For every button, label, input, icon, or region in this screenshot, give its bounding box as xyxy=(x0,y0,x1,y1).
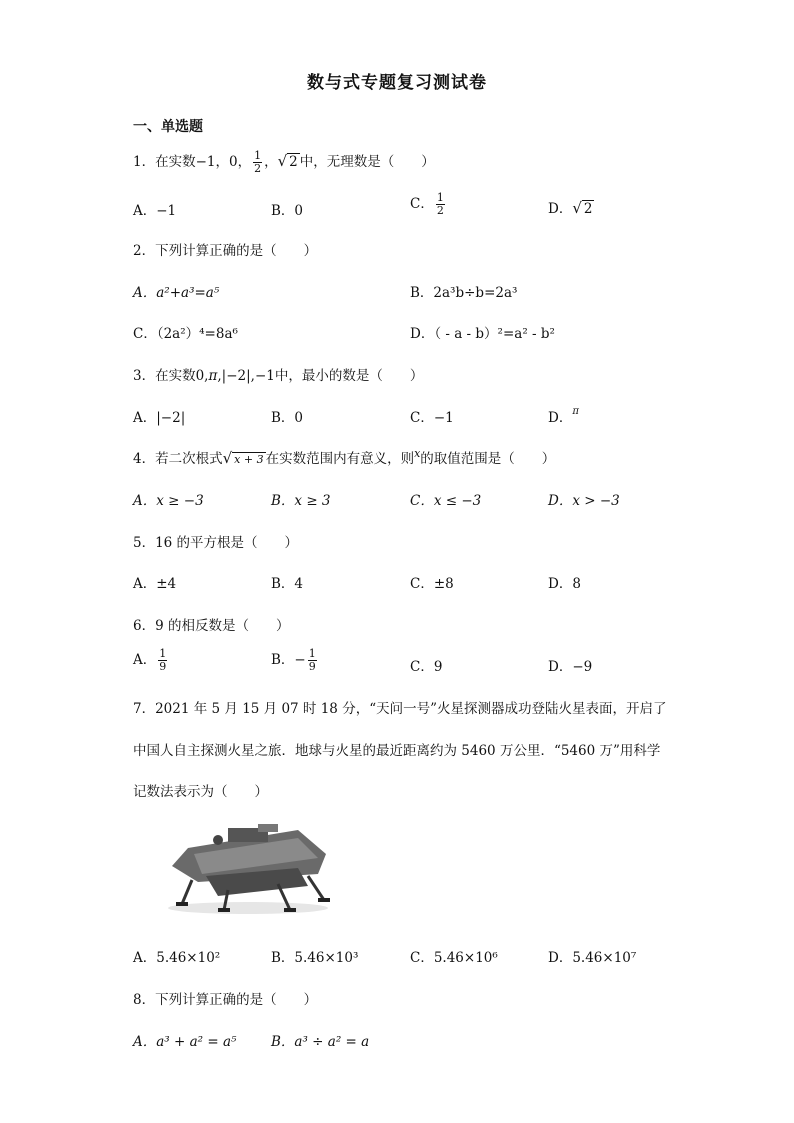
q6-option-a[interactable]: A． $\frac{1}{9}$ xyxy=(133,647,167,673)
q1-sep: ， xyxy=(264,154,278,170)
q1-stem-a: 1．在实数−1，0， xyxy=(133,154,252,170)
q1-option-c[interactable]: C． $\frac{1}{2}$ xyxy=(410,191,444,217)
question-5: 5．16 的平方根是（ ） xyxy=(133,535,299,551)
q7-option-b[interactable]: B．5.46×10³ xyxy=(271,950,359,966)
question-3: 3．在实数0,π,|−2|,−1中，最小的数是（ ） xyxy=(133,368,424,384)
q2-option-c[interactable]: C．（2a²）⁴=8a⁶ xyxy=(133,326,238,342)
q8-option-b[interactable]: B．a³ ÷ a² = a xyxy=(271,1034,370,1050)
q3-option-a[interactable]: A．|−2| xyxy=(133,410,186,426)
q2-option-b[interactable]: B．2a³b÷b=2a³ xyxy=(410,285,518,301)
q3-option-c[interactable]: C．−1 xyxy=(410,410,454,426)
q1-option-a[interactable]: A．−1 xyxy=(133,203,177,219)
q7-option-a[interactable]: A．5.46×10² xyxy=(133,950,221,966)
mars-lander-image xyxy=(158,824,338,916)
question-2: 2．下列计算正确的是（ ） xyxy=(133,243,318,259)
question-6: 6．9 的相反数是（ ） xyxy=(133,618,290,634)
q4-option-d[interactable]: D．x > −3 xyxy=(548,493,620,509)
q4-sqrt: √ x + 3 xyxy=(222,449,264,467)
q5-option-a[interactable]: A．±4 xyxy=(133,576,177,592)
question-7-line-3: 记数法表示为（ ） xyxy=(133,784,268,800)
q1-sqrt: √ 2 xyxy=(277,152,298,170)
q1-option-b[interactable]: B．0 xyxy=(271,203,304,219)
question-7-line-1: 7．2021 年 5 月 15 月 07 时 18 分，“天问一号”火星探测器成功登陆火星表面，开启了 xyxy=(133,701,667,717)
question-4: 4．若二次根式√ x + 3 在实数范围内有意义，则$^x$的取值范围是（ ） xyxy=(133,447,556,467)
q5-option-b[interactable]: B．4 xyxy=(271,576,304,592)
section-heading: 一、单选题 xyxy=(133,119,203,135)
q5-option-c[interactable]: C．±8 xyxy=(410,576,454,592)
q4-option-a[interactable]: A．x ≥ −3 xyxy=(133,493,204,509)
q1-fraction: $\frac{1}{2}$ xyxy=(254,149,262,175)
q8-option-a[interactable]: A．a³ + a² = a⁵ xyxy=(133,1034,237,1050)
q6-option-d[interactable]: D．−9 xyxy=(548,659,593,675)
q2-option-d[interactable]: D．（ - a - b）²=a² - b² xyxy=(410,326,555,342)
q4-option-b[interactable]: B．x ≥ 3 xyxy=(271,493,331,509)
q1-stem-b: 中，无理数是（ ） xyxy=(299,154,435,170)
q3-option-d[interactable]: D．$^\pi$ xyxy=(548,406,579,426)
q7-option-c[interactable]: C．5.46×10⁶ xyxy=(410,950,498,966)
q3-option-b[interactable]: B．0 xyxy=(271,410,304,426)
question-7-line-2: 中国人自主探测火星之旅．地球与火星的最近距离约为 5460 万公里．“5460 万”用科学 xyxy=(133,743,661,759)
q7-option-d[interactable]: D．5.46×10⁷ xyxy=(548,950,637,966)
q5-option-d[interactable]: D．8 xyxy=(548,576,581,592)
q6-option-b[interactable]: B．− $\frac{1}{9}$ xyxy=(271,647,316,673)
question-1 xyxy=(133,150,435,175)
q4-option-c[interactable]: C．x ≤ −3 xyxy=(410,493,482,509)
question-8: 8．下列计算正确的是（ ） xyxy=(133,992,318,1008)
q6-option-c[interactable]: C．9 xyxy=(410,659,443,675)
q1-option-d[interactable]: D．√ 2 xyxy=(548,199,593,217)
page-title: 数与式专题复习测试卷 xyxy=(307,73,487,93)
q2-option-a[interactable]: A．a²+a³=a⁵ xyxy=(133,285,220,301)
